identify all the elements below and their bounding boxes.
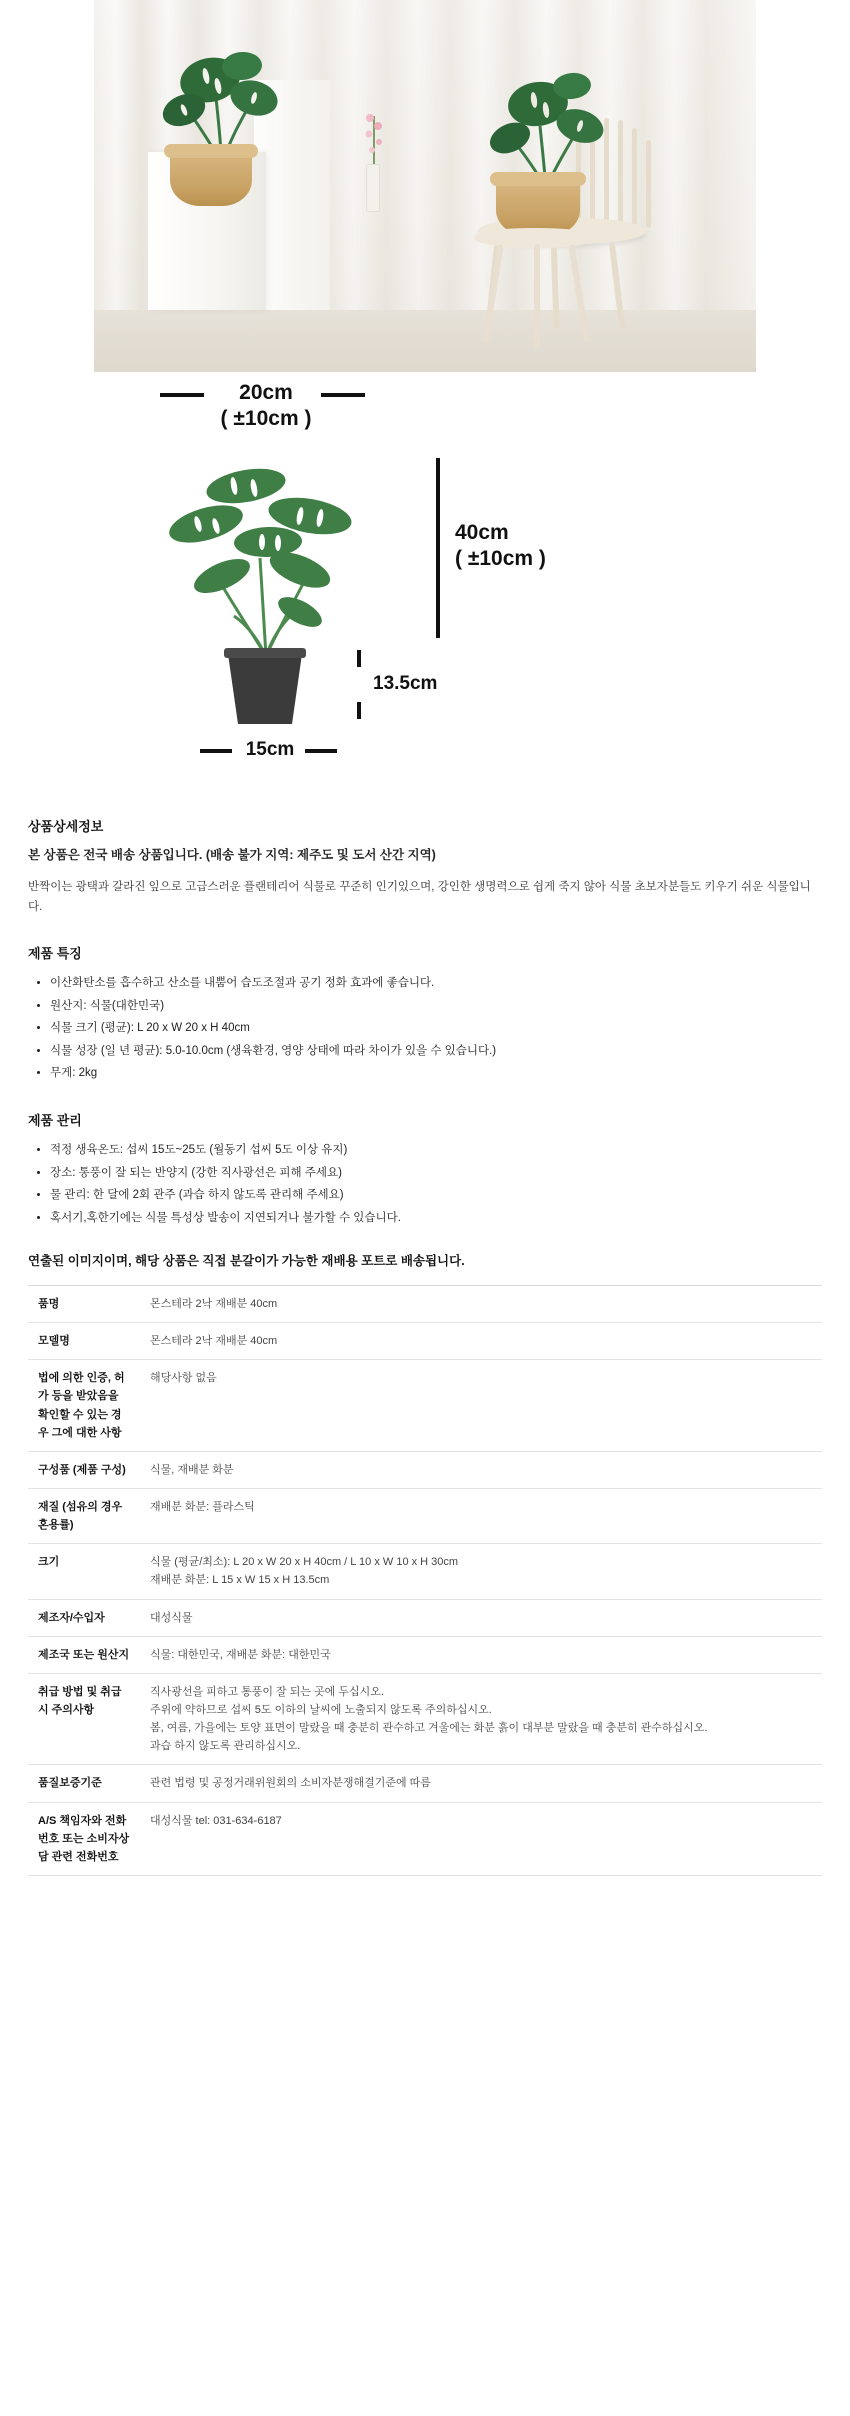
table-row [28, 1636, 822, 1673]
monstera-diagram-icon [150, 442, 380, 728]
spec-value-line: 대성식물 [150, 1611, 193, 1624]
height-tolerance: ( ±10cm ) [455, 547, 546, 571]
list-item: • 적정 생육온도: 섭씨 15도~25도 (월동기 섭씨 5도 이상 유지) [50, 1139, 822, 1161]
list-item: • 물 관리: 한 달에 2회 관주 (과습 하지 않도록 관리해 주세요) [50, 1184, 822, 1206]
list-item: • 이산화탄소를 흡수하고 산소를 내뿜어 습도조절과 공기 정화 효과에 좋습니다. [50, 972, 822, 994]
side-table-leg [534, 244, 540, 348]
side-table-leg [568, 244, 589, 342]
table-row [28, 1765, 822, 1802]
table-row [28, 1802, 822, 1875]
spec-key: 크기 [28, 1544, 140, 1599]
pot-width-value: 15cm [245, 739, 295, 760]
spec-value-line: 식물: 대한민국, 재배분 화분: 대한민국 [150, 1648, 331, 1661]
spec-value-line: 재배분 화분: L 15 x W 15 x H 13.5cm [150, 1574, 330, 1587]
spec-value-line: 몬스테라 2낙 재배분 40cm [150, 1335, 278, 1348]
spec-key: 품명 [28, 1286, 140, 1323]
spec-value [140, 1802, 822, 1875]
pot-height-tick-bottom [357, 702, 361, 719]
height-label [455, 520, 546, 573]
spec-key: 취급 방법 및 취급 시 주의사항 [28, 1673, 140, 1765]
table-row [28, 1544, 822, 1599]
width-label [211, 380, 321, 433]
spec-key: 법에 의한 인증, 허가 등을 받았음을 확인할 수 있는 경우 그에 대한 사항 [28, 1360, 140, 1452]
spec-value-line: 식물, 재배분 화분 [150, 1463, 234, 1476]
list-item: • 혹서기,혹한기에는 식물 특성상 발송이 지연되거나 불가할 수 있습니다. [50, 1207, 822, 1229]
list-item: • 원산지: 식물(대한민국) [50, 995, 822, 1017]
spec-value-line: 몬스테라 2낙 재배분 40cm [150, 1298, 278, 1311]
repotting-notice: 연출된 이미지이며, 해당 상품은 직접 분갈이가 가능한 재배용 포트로 배송됩니다. [28, 1254, 465, 1269]
spec-value [140, 1286, 822, 1323]
table-row [28, 1599, 822, 1636]
details-heading: 상품상세정보 [28, 819, 104, 834]
spec-value-line: 재배분 화분: 플라스틱 [150, 1501, 255, 1514]
features-heading: 제품 특징 [28, 946, 82, 962]
chair-leg [609, 242, 625, 328]
spec-value [140, 1765, 822, 1802]
list-item: • 식물 성장 (일 년 평균): 5.0-10.0cm (생육환경, 영양 상태에 따라 차이가 있을 수 있습니다.) [50, 1040, 822, 1062]
spec-value [140, 1323, 822, 1360]
hero-photo-scene [94, 0, 756, 372]
spec-key: 제조국 또는 원산지 [28, 1636, 140, 1673]
spec-value-line: 관련 법령 및 공정거래위원회의 소비자분쟁해결기준에 따름 [150, 1777, 431, 1790]
table-row [28, 1360, 822, 1452]
table-row [28, 1673, 822, 1765]
spec-value-line: 봄, 여름, 가을에는 토양 표면이 말랐을 때 충분히 관수하고 겨울에는 화분 흙이 대부분 말랐을 때 충분히 관수하십시오. [150, 1722, 708, 1735]
pot-height-label [373, 672, 437, 696]
spec-value [140, 1636, 822, 1673]
width-tick-right [321, 393, 365, 397]
list-item: • 장소: 통풍이 잘 되는 반양지 (강한 직사광선은 피해 주세요) [50, 1162, 822, 1184]
shipping-notice: 본 상품은 전국 배송 상품입니다. (배송 불가 지역: 제주도 및 도서 산간 지역) [28, 848, 436, 862]
spec-key: 품질보증기준 [28, 1765, 140, 1802]
spec-value [140, 1451, 822, 1488]
width-value: 20cm [239, 381, 293, 404]
spec-value [140, 1489, 822, 1544]
pot-height-value: 13.5cm [373, 673, 438, 694]
list-item: • 무게: 2kg [50, 1062, 822, 1084]
spec-value-line: 식물 (평균/최소): L 20 x W 20 x H 40cm / L 10 x W 10 x H 30cm [150, 1556, 459, 1569]
spec-key: 제조자/수입자 [28, 1599, 140, 1636]
round-side-table [474, 228, 596, 348]
spec-value [140, 1360, 822, 1452]
spec-table [28, 1285, 822, 1876]
intro-text: 반짝이는 광택과 갈라진 잎으로 고급스러운 플랜테리어 식물로 꾸준히 인기있으며, 강인한 생명력으로 쉽게 죽지 않아 식물 초보자분들도 키우기 쉬운 식물입니다. [28, 881, 811, 914]
spec-value-line: 직사광선을 피하고 통풍이 잘 되는 곳에 두십시오. [150, 1685, 384, 1698]
table-row [28, 1286, 822, 1323]
table-row [28, 1451, 822, 1488]
spec-value [140, 1599, 822, 1636]
spec-value-line: 과습 하지 않도록 관리하십시오. [150, 1740, 301, 1753]
width-tolerance: ( ±10cm ) [220, 407, 312, 431]
width-tick-left [160, 393, 204, 397]
hero-photo [0, 0, 850, 372]
monstera-plant-right-icon [480, 60, 620, 190]
table-row [28, 1323, 822, 1360]
list-item: • 식물 크기 (평균): L 20 x W 20 x H 40cm [50, 1017, 822, 1039]
spec-key: 모델명 [28, 1323, 140, 1360]
spec-value [140, 1673, 822, 1765]
pot-width-tick-left [200, 749, 232, 753]
spec-value-line: 대성식물 tel: 031-634-6187 [150, 1814, 282, 1827]
pot-height-tick-top [357, 650, 361, 667]
pot-width-tick-right [305, 749, 337, 753]
spec-key: 재질 (섬유의 경우 혼용률) [28, 1489, 140, 1544]
care-list [28, 1139, 822, 1229]
table-row [28, 1489, 822, 1544]
features-list [28, 972, 822, 1084]
flower-vase [366, 164, 380, 212]
care-heading: 제품 관리 [28, 1113, 82, 1129]
seagrass-basket-left [170, 150, 252, 206]
detail-content [0, 816, 850, 1269]
spec-value-line: 해당사항 없음 [150, 1372, 217, 1385]
height-value: 40cm [455, 521, 509, 544]
side-table-leg [482, 244, 504, 344]
spec-key: 구성품 (제품 구성) [28, 1451, 140, 1488]
spec-value-line: 주위에 약하므로 섭씨 5도 이하의 날씨에 노출되지 않도록 주의하십시오. [150, 1704, 492, 1717]
pot-width-label [238, 738, 302, 762]
spec-value [140, 1544, 822, 1599]
size-diagram [0, 372, 850, 790]
height-measure-bar [436, 458, 440, 638]
spec-key: A/S 책임자와 전화번호 또는 소비자상담 관련 전화번호 [28, 1802, 140, 1875]
